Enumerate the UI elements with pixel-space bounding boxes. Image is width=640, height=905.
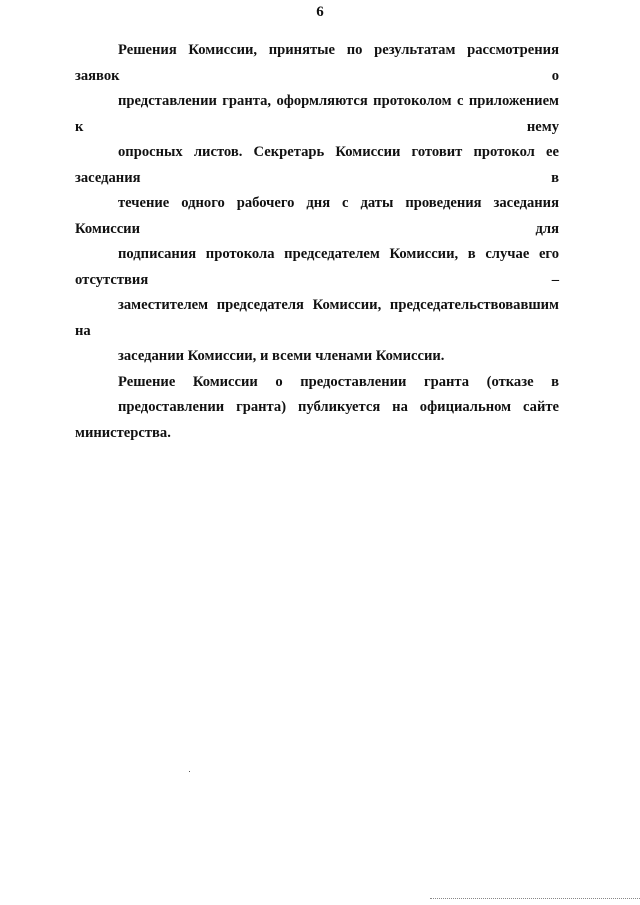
scan-speck [189, 771, 190, 772]
text-line: течение одного рабочего дня с даты проведения заседания Комиссии для [75, 195, 559, 237]
text-line: Решения Комиссии, принятые по результатам рассмотрения заявок о [75, 42, 559, 84]
text-line: заседании Комиссии, и всеми членами Комиссии. [118, 348, 445, 364]
page-number: 6 [316, 4, 324, 20]
text-line: заместителем председателя Комиссии, председательствовавшим на [75, 297, 559, 339]
text-line: Решение Комиссии о предоставлении гранта (отказе в [118, 373, 559, 390]
paragraph-decision-publication [75, 370, 559, 447]
document-body [75, 38, 559, 446]
text-line: подписания протокола председателем Комиссии, в случае его отсутствия – [75, 246, 559, 288]
text-line: представлении гранта, оформляются протоколом с приложением к нему [75, 93, 559, 135]
paragraph-commission-decisions [75, 38, 559, 370]
scan-edge-marks [430, 898, 640, 900]
text-line: опросных листов. Секретарь Комиссии готовит протокол ее заседания в [75, 144, 559, 186]
text-line: предоставлении гранта) публикуется на официальном сайте министерства. [75, 399, 559, 441]
